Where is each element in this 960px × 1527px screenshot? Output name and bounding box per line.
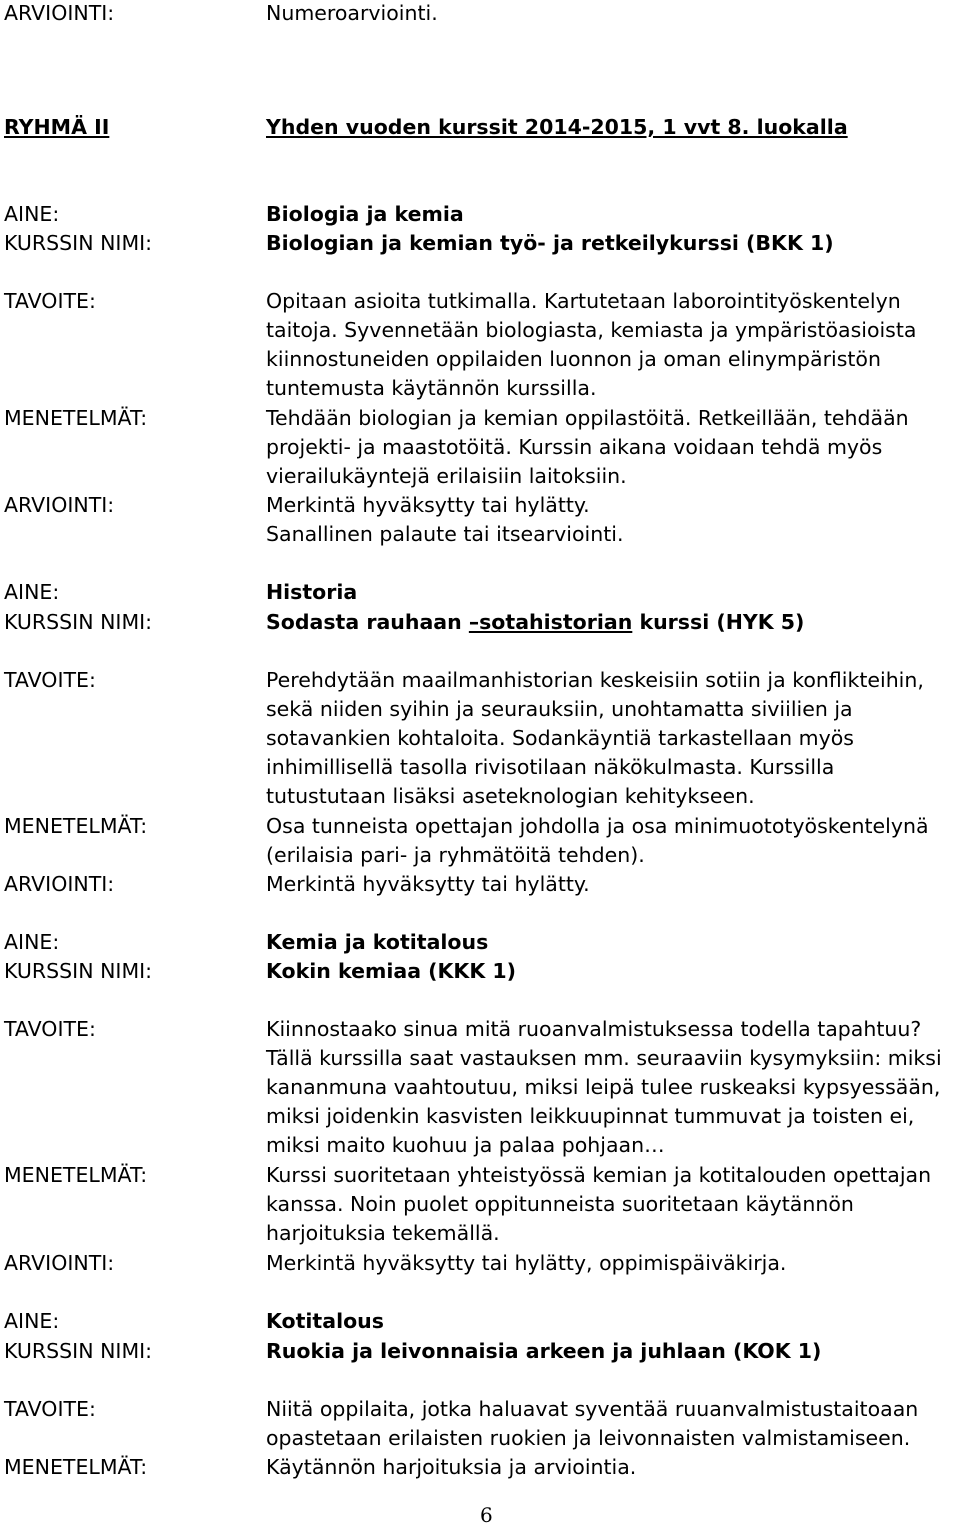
menetelmat-text: harjoituksia tekemällä. xyxy=(266,1221,500,1245)
menetelmat-text: projekti- ja maastotöitä. Kurssin aikana voidaan tehdä myös xyxy=(266,435,883,459)
intro-arviointi-label: ARVIOINTI: xyxy=(4,1,115,25)
tavoite-text: tuntemusta käytännön kurssilla. xyxy=(266,376,597,400)
tavoite-text: sekä niiden syihin ja seurauksiin, unohtamatta siviilien ja xyxy=(266,697,853,721)
tavoite-text: miksi maito kuohuu ja palaa pohjaan… xyxy=(266,1133,665,1157)
tavoite-text: sotavankien kohtaloita. Sodankäyntiä tarkastellaan myös xyxy=(266,726,854,750)
course-name: Ruokia ja leivonnaisia arkeen ja juhlaan (KOK 1) xyxy=(266,1339,822,1363)
course-name: Kokin kemiaa (KKK 1) xyxy=(266,959,516,983)
tavoite-text: taitoja. Syvennetään biologiasta, kemiasta ja ympäristöasioista xyxy=(266,318,917,342)
menetelmat-label: MENETELMÄT: xyxy=(4,814,148,838)
kurssin-nimi-label: KURSSIN NIMI: xyxy=(4,231,153,255)
arviointi-text: Merkintä hyväksytty tai hylätty. xyxy=(266,872,590,896)
arviointi-text: Sanallinen palaute tai itsearviointi. xyxy=(266,522,624,546)
tavoite-text: miksi joidenkin kasvisten leikkuupinnat tummuvat ja toisten ei, xyxy=(266,1104,915,1128)
kurssin-nimi-label: KURSSIN NIMI: xyxy=(4,1339,153,1363)
arviointi-label: ARVIOINTI: xyxy=(4,872,115,896)
course-name: Biologian ja kemian työ- ja retkeilykurssi (BKK 1) xyxy=(266,231,834,255)
menetelmat-label: MENETELMÄT: xyxy=(4,406,148,430)
menetelmat-text: kanssa. Noin puolet oppitunneista suoritetaan käytännön xyxy=(266,1192,854,1216)
tavoite-text: Opitaan asioita tutkimalla. Kartutetaan laborointityöskentelyn xyxy=(266,289,901,313)
course-name xyxy=(266,609,804,635)
tavoite-label: TAVOITE: xyxy=(4,668,96,692)
arviointi-text: Merkintä hyväksytty tai hylätty, oppimispäiväkirja. xyxy=(266,1251,787,1275)
tavoite-text: Tällä kurssilla saat vastauksen mm. seuraaviin kysymyksiin: miksi xyxy=(266,1046,942,1070)
kurssin-nimi-label: KURSSIN NIMI: xyxy=(4,610,153,634)
course-name-part: kurssi (HYK 5) xyxy=(632,610,805,634)
course-subject: Kemia ja kotitalous xyxy=(266,930,489,954)
course-subject: Historia xyxy=(266,580,358,604)
kurssin-nimi-label: KURSSIN NIMI: xyxy=(4,959,153,983)
course-subject: Biologia ja kemia xyxy=(266,202,464,226)
arviointi-label: ARVIOINTI: xyxy=(4,1251,115,1275)
menetelmat-label: MENETELMÄT: xyxy=(4,1163,148,1187)
menetelmat-text: Käytännön harjoituksia ja arviointia. xyxy=(266,1455,637,1479)
tavoite-text: opastetaan erilaisten ruokien ja leivonnaisten valmistamiseen. xyxy=(266,1426,911,1450)
tavoite-label: TAVOITE: xyxy=(4,289,96,313)
tavoite-label: TAVOITE: xyxy=(4,1017,96,1041)
aine-label: AINE: xyxy=(4,930,60,954)
tavoite-text: inhimillisellä tasolla rivisotilaan näkökulmasta. Kurssilla xyxy=(266,755,835,779)
tavoite-text: Kiinnostaako sinua mitä ruoanvalmistuksessa todella tapahtuu? xyxy=(266,1017,922,1041)
course-subject: Kotitalous xyxy=(266,1309,384,1333)
intro-arviointi-value: Numeroarviointi. xyxy=(266,1,438,25)
tavoite-label: TAVOITE: xyxy=(4,1397,96,1421)
menetelmat-text: (erilaisia pari- ja ryhmätöitä tehden). xyxy=(266,843,645,867)
tavoite-text: Niitä oppilaita, jotka haluavat syventää ruuanvalmistustaitoaan xyxy=(266,1397,919,1421)
tavoite-text: kiinnostuneiden oppilaiden luonnon ja oman elinympäristön xyxy=(266,347,881,371)
group-title: Yhden vuoden kurssit 2014-2015, 1 vvt 8. luokalla xyxy=(266,115,848,139)
aine-label: AINE: xyxy=(4,580,60,604)
tavoite-text: Perehdytään maailmanhistorian keskeisiin sotiin ja konflikteihin, xyxy=(266,668,924,692)
menetelmat-text: Kurssi suoritetaan yhteistyössä kemian ja kotitalouden opettajan xyxy=(266,1163,932,1187)
aine-label: AINE: xyxy=(4,1309,60,1333)
menetelmat-text: vierailukäyntejä erilaisiin laitoksiin. xyxy=(266,464,627,488)
arviointi-text: Merkintä hyväksytty tai hylätty. xyxy=(266,493,590,517)
arviointi-label: ARVIOINTI: xyxy=(4,493,115,517)
page-number: 6 xyxy=(480,1503,493,1527)
tavoite-text: kananmuna vaahtoutuu, miksi leipä tulee ruskeaksi kypsyessään, xyxy=(266,1075,941,1099)
menetelmat-text: Osa tunneista opettajan johdolla ja osa minimuototyöskentelynä xyxy=(266,814,929,838)
aine-label: AINE: xyxy=(4,202,60,226)
tavoite-text: tutustutaan lisäksi aseteknologian kehitykseen. xyxy=(266,784,755,808)
group-label: RYHMÄ II xyxy=(4,115,110,139)
course-name-part: Sodasta rauhaan xyxy=(266,610,469,634)
course-name-underlined: –sotahistorian xyxy=(468,610,633,634)
menetelmat-text: Tehdään biologian ja kemian oppilastöitä. Retkeillään, tehdään xyxy=(266,406,909,430)
menetelmat-label: MENETELMÄT: xyxy=(4,1455,148,1479)
